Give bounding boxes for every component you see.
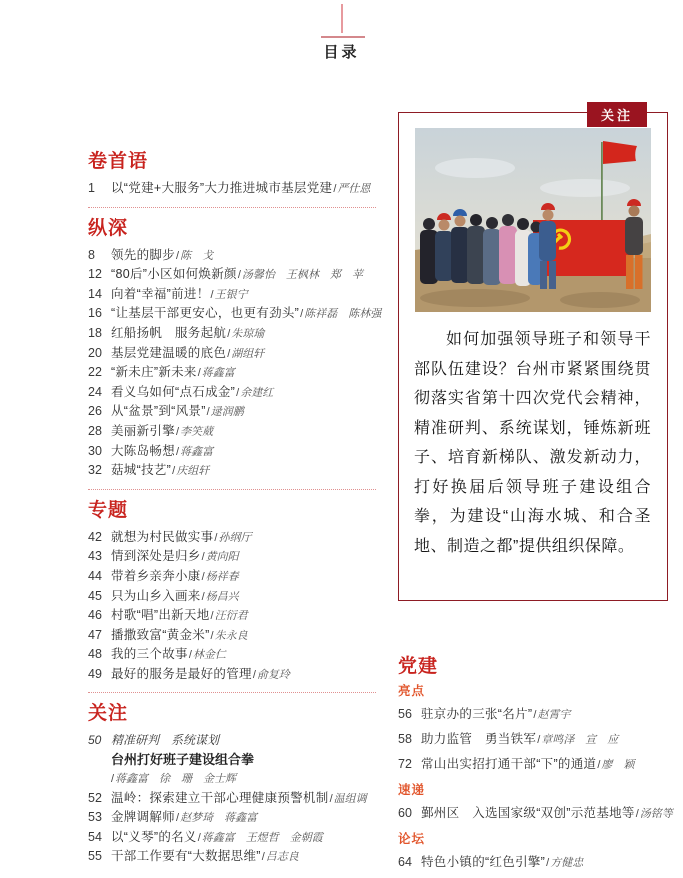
dotted-divider xyxy=(88,207,376,208)
section-juanshouyu xyxy=(88,150,376,199)
lead-title: 台州打好班子建设组合拳 xyxy=(111,752,255,768)
article-title: 最好的服务是最好的管理 xyxy=(111,666,252,681)
page-number: 46 xyxy=(88,608,102,623)
page-number: 8 xyxy=(88,247,95,262)
article-title: 大陈岛畅想 xyxy=(111,443,176,458)
article-title: 干部工作要有“大数据思维” xyxy=(111,849,261,864)
page-number: 16 xyxy=(88,306,102,321)
header-horizontal-rule xyxy=(321,36,365,38)
article-authors: / 孙纲厅 xyxy=(213,532,251,544)
page-number: 49 xyxy=(88,666,102,681)
article-authors: / 陈 戈 xyxy=(175,250,213,262)
page-number: 64 xyxy=(398,855,412,869)
toc-item xyxy=(88,645,376,665)
toc-item xyxy=(88,344,376,364)
page-number: 1 xyxy=(88,181,95,195)
article-title: 从“盆景”到“风景” xyxy=(111,404,206,419)
article-authors: / 严仕恩 xyxy=(332,183,370,195)
article-authors: / 黄向阳 xyxy=(201,551,239,563)
article-authors: / 杨祥春 xyxy=(201,571,239,583)
section-heading: 纵深 xyxy=(88,217,129,239)
toc-item xyxy=(88,383,376,403)
article-title: 特色小镇的“红色引擎” xyxy=(421,855,546,869)
feature-photo xyxy=(415,128,651,312)
page-number: 58 xyxy=(398,732,412,746)
subsection-items xyxy=(398,850,672,875)
article-title: “80后”小区如何焕新颜 xyxy=(111,267,237,282)
lead-pretitle: 精准研判 系统谋划 xyxy=(111,733,220,748)
toc-item xyxy=(88,179,376,199)
article-authors: / 温组调 xyxy=(329,793,367,805)
article-authors: / 汤馨怡 王枫林 郑 苹 xyxy=(237,269,363,281)
toc-item xyxy=(88,461,376,481)
article-authors: / 王银宁 xyxy=(210,289,248,301)
article-authors: / 蒋鑫富 xyxy=(175,446,213,458)
article-title: 领先的脚步 xyxy=(111,247,176,262)
toc-item xyxy=(88,324,376,344)
toc-item xyxy=(88,442,376,462)
article-title: 驻京办的三张“名片” xyxy=(421,707,533,721)
toc-left-column xyxy=(88,150,382,867)
page-number: 32 xyxy=(88,463,102,478)
feature-tab-label: 关注 xyxy=(587,102,647,127)
article-title: “让基层干部更安心，也更有劲头” xyxy=(111,306,300,321)
toc-item xyxy=(88,789,376,809)
article-authors: / 余建红 xyxy=(235,387,273,399)
subsection-heading: 论坛 xyxy=(398,832,426,846)
dotted-divider xyxy=(88,692,376,693)
dangjian-column xyxy=(398,655,672,875)
toc-item xyxy=(88,606,376,626)
page-number: 42 xyxy=(88,529,102,544)
toc-lead-item xyxy=(88,731,376,788)
article-title: 只为山乡入画来 xyxy=(111,588,201,603)
page-number: 14 xyxy=(88,286,102,301)
toc-item xyxy=(88,285,376,305)
toc-item xyxy=(88,246,376,266)
page-number: 53 xyxy=(88,810,102,825)
subsection-items xyxy=(398,801,672,826)
toc-item xyxy=(88,567,376,587)
page-number: 45 xyxy=(88,588,102,603)
article-title: 鄞州区 入选国家级“双创”示范基地等 xyxy=(421,806,635,820)
page-number: 55 xyxy=(88,849,102,864)
page-number: 26 xyxy=(88,404,102,419)
section-heading: 党建 xyxy=(398,656,439,677)
article-authors: / 朱琼瑜 xyxy=(226,328,264,340)
article-title: “新未庄”新未来 xyxy=(111,365,197,380)
page-number: 52 xyxy=(88,790,102,805)
article-authors: / 蒋鑫富 王煜哲 金朝霞 xyxy=(197,832,323,844)
subsection-heading: 速递 xyxy=(398,783,426,797)
section-heading: 专题 xyxy=(88,499,129,521)
article-title: 向着“幸福”前进！ xyxy=(111,286,210,301)
article-title: 我的三个故事 xyxy=(111,647,188,662)
article-authors: / 朱永良 xyxy=(210,630,248,642)
page-number: 60 xyxy=(398,806,412,820)
article-authors: / 方健忠 xyxy=(545,857,583,869)
toc-item xyxy=(88,304,382,324)
toc-item xyxy=(88,808,376,828)
toc-item xyxy=(88,528,376,548)
article-authors: / 逯润鹏 xyxy=(206,406,244,418)
toc-item xyxy=(398,752,672,777)
section-zhuanti xyxy=(88,499,376,685)
toc-item xyxy=(88,422,376,442)
feature-summary: 如何加强领导班子和领导干部队伍建设？台州市紧紧围绕贯彻落实省第十四次党代会精神，精准研判、系统谋划，锤炼新班子、培育新梯队、激发新动力，打好换届后领导班子建设组合拳，为建设“山海水城、和合圣地、制造之都”提供组织保障。 xyxy=(414,331,651,555)
article-title: 红船扬帆 服务起航 xyxy=(111,325,227,340)
section-items xyxy=(88,528,376,685)
toc-item xyxy=(398,727,672,752)
page-title: 目录 xyxy=(323,44,360,61)
article-authors: / 汤铭等 xyxy=(635,808,673,820)
article-title: 看义乌如何“点石成金” xyxy=(111,384,236,399)
header-vertical-rule xyxy=(341,4,343,33)
page-number: 28 xyxy=(88,423,102,438)
article-title: 助力监管 勇当铁军 xyxy=(421,732,537,746)
article-authors: / 吕志良 xyxy=(261,851,299,863)
toc-item xyxy=(88,547,376,567)
article-title: 村歌“唱”出新天地 xyxy=(111,608,210,623)
page-number: 50 xyxy=(88,733,102,748)
article-title: 美丽新引擎 xyxy=(111,423,176,438)
page-number: 47 xyxy=(88,627,102,642)
article-authors: / 李笑葳 xyxy=(175,426,213,438)
article-authors: / 章鸣泽 宣 应 xyxy=(536,734,618,746)
feature-box xyxy=(398,108,668,601)
toc-item xyxy=(88,265,376,285)
article-authors: / 杨昌兴 xyxy=(201,591,239,603)
article-title: 以“义琴”的名义 xyxy=(111,829,197,844)
article-authors: / 俞复玲 xyxy=(252,669,290,681)
article-title: 温岭：探索建立干部心理健康预警机制 xyxy=(111,790,329,805)
article-title: 常山出实招打通干部“下”的通道 xyxy=(421,757,597,771)
article-authors: / 林金仁 xyxy=(188,649,226,661)
page-number: 24 xyxy=(88,384,102,399)
article-title: 带着乡亲奔小康 xyxy=(111,568,201,583)
toc-item xyxy=(88,828,376,848)
toc-item xyxy=(88,665,376,685)
page-number: 54 xyxy=(88,829,102,844)
section-heading: 关注 xyxy=(88,703,129,725)
article-authors: / 赵霄宇 xyxy=(532,709,570,721)
article-authors: / 陈祥磊 陈林强 xyxy=(299,308,381,320)
page-number: 22 xyxy=(88,365,102,380)
article-authors: / 汪衍君 xyxy=(210,610,248,622)
page-number: 43 xyxy=(88,549,102,564)
page-number: 30 xyxy=(88,443,102,458)
article-authors: / 廖 颖 xyxy=(596,759,634,771)
page-number: 48 xyxy=(88,647,102,662)
section-heading: 卷首语 xyxy=(88,151,149,172)
page-number: 44 xyxy=(88,568,102,583)
page-number: 12 xyxy=(88,267,102,282)
page-number: 56 xyxy=(398,707,412,721)
page-number: 72 xyxy=(398,757,412,771)
article-title: 基层党建温暖的底色 xyxy=(111,345,227,360)
page-number: 18 xyxy=(88,325,102,340)
article-authors: / 蒋鑫富 xyxy=(197,367,235,379)
toc-item xyxy=(88,587,376,607)
article-title: 就想为村民做实事 xyxy=(111,529,214,544)
article-title: 菇城“技艺” xyxy=(111,463,172,478)
subsection-items xyxy=(398,702,672,777)
section-items xyxy=(88,789,376,867)
page-number: 20 xyxy=(88,345,102,360)
toc-item xyxy=(88,402,376,422)
toc-item xyxy=(88,363,376,383)
article-authors: / 赵梦琦 蒋鑫富 xyxy=(175,812,257,824)
lead-authors: / 蒋鑫富 徐 珊 金士辉 xyxy=(88,770,376,789)
toc-item xyxy=(88,847,376,867)
lead-pretitle-line xyxy=(88,731,376,750)
toc-item xyxy=(398,850,672,875)
toc-item xyxy=(398,801,672,826)
section-guanzhu xyxy=(88,702,376,867)
article-authors: / 庆组轩 xyxy=(171,465,209,477)
section-items xyxy=(88,246,382,481)
section-items xyxy=(88,179,376,199)
section-zongshen xyxy=(88,217,382,481)
dotted-divider xyxy=(88,489,376,490)
article-title: 播撒致富“黄金米” xyxy=(111,627,210,642)
toc-item xyxy=(88,626,376,646)
subsection-heading: 亮点 xyxy=(398,684,426,698)
article-authors: / 湖组轩 xyxy=(226,348,264,360)
article-title: 金牌调解师 xyxy=(111,810,176,825)
article-title: 情到深处是归乡 xyxy=(111,549,201,564)
toc-item xyxy=(398,702,672,727)
article-title: 以“党建+大服务”大力推进城市基层党建 xyxy=(111,181,333,195)
